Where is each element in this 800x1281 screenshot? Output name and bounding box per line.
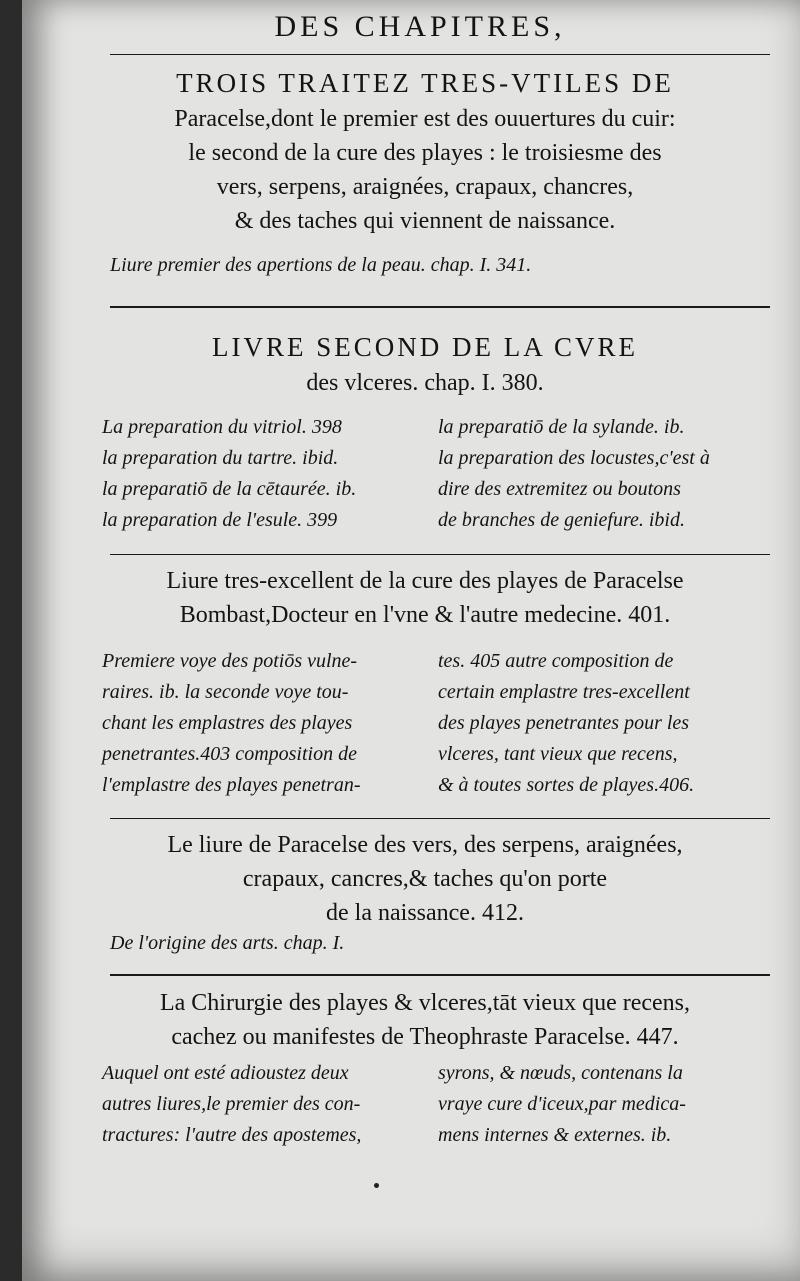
- toc-entry: la preparation de l'esule. 399: [102, 509, 338, 531]
- toc-entry: La preparation du vitriol. 398: [102, 416, 342, 438]
- toc-entry: chant les emplastres des playes: [102, 712, 353, 734]
- section-1-entry: Liure premier des apertions de la peau. chap. I. 341.: [110, 254, 532, 276]
- ink-dot-mark: [374, 1183, 379, 1188]
- section-3-line: Liure tres-excellent de la cure des playes de Paracelse: [166, 568, 684, 594]
- toc-entry: raires. ib. la seconde voye tou-: [102, 681, 349, 703]
- toc-entry: la preparatiō de la cētaurée. ib.: [102, 478, 357, 500]
- section-3-left-column: [102, 646, 432, 801]
- running-header: DES CHAPITRES,: [274, 10, 566, 43]
- toc-entry: la preparatiō de la sylande. ib.: [438, 416, 685, 438]
- section-rule: [110, 554, 770, 555]
- section-5-line: La Chirurgie des playes & vlceres,tāt vieux que recens,: [159, 990, 691, 1016]
- section-5-right-column: [438, 1058, 768, 1151]
- toc-entry: penetrantes.403 composition de: [102, 743, 357, 765]
- book-page: [22, 0, 800, 1281]
- section-1-line: Paracelse,dont le premier est des ouuertures du cuir:: [174, 106, 676, 132]
- section-3-line: Bombast,Docteur en l'vne & l'autre medecine. 401.: [179, 602, 671, 628]
- toc-entry: l'emplastre des playes penetran-: [102, 774, 361, 796]
- toc-entry: Auquel ont esté adioustez deux: [102, 1062, 349, 1084]
- toc-entry: des playes penetrantes pour les: [438, 712, 690, 734]
- toc-entry: tractures: l'autre des apostemes,: [102, 1124, 362, 1146]
- section-5-line: cachez ou manifestes de Theophraste Paracelse. 447.: [171, 1024, 679, 1050]
- toc-entry: Premiere voye des potiōs vulne-: [102, 650, 358, 672]
- toc-entry: vlceres, tant vieux que recens,: [438, 743, 678, 765]
- section-4-line: crapaux, cancres,& taches qu'on porte: [242, 866, 608, 892]
- section-rule: [110, 306, 770, 308]
- section-1-title: TROIS TRAITEZ TRES-VTILES DE: [176, 68, 674, 98]
- section-rule: [110, 818, 770, 819]
- toc-entry: mens internes & externes. ib.: [438, 1124, 672, 1146]
- section-4-line: de la naissance. 412.: [326, 900, 524, 926]
- toc-entry: autres liures,le premier des con-: [102, 1093, 361, 1115]
- section-2-subtitle: des vlceres. chap. I. 380.: [306, 370, 544, 396]
- toc-entry: la preparation des locustes,c'est à: [438, 447, 710, 469]
- section-1-line: vers, serpens, araignées, crapaux, chancres,: [216, 174, 634, 200]
- toc-entry: & à toutes sortes de playes.406.: [438, 774, 695, 796]
- section-1-line: le second de la cure des playes : le troisiesme des: [188, 140, 662, 166]
- section-2-left-column: [102, 412, 432, 536]
- section-4-line: Le liure de Paracelse des vers, des serpens, araignées,: [167, 832, 683, 858]
- toc-entry: dire des extremitez ou boutons: [438, 478, 681, 500]
- toc-entry: syrons, & nœuds, contenans la: [438, 1062, 683, 1084]
- section-3-right-column: [438, 646, 768, 801]
- header-rule: [110, 54, 770, 55]
- toc-entry: vraye cure d'iceux,par medica-: [438, 1093, 686, 1115]
- section-2-right-column: [438, 412, 768, 536]
- toc-entry: certain emplastre tres-excellent: [438, 681, 690, 703]
- toc-entry: de branches de geniefure. ibid.: [438, 509, 685, 531]
- section-5-left-column: [102, 1058, 432, 1151]
- section-4-entry: De l'origine des arts. chap. I.: [110, 932, 345, 954]
- section-1-line: & des taches qui viennent de naissance.: [234, 208, 616, 234]
- toc-entry: tes. 405 autre composition de: [438, 650, 674, 672]
- section-rule: [110, 974, 770, 976]
- toc-entry: la preparation du tartre. ibid.: [102, 447, 339, 469]
- section-2-title: LIVRE SECOND DE LA CVRE: [212, 332, 638, 362]
